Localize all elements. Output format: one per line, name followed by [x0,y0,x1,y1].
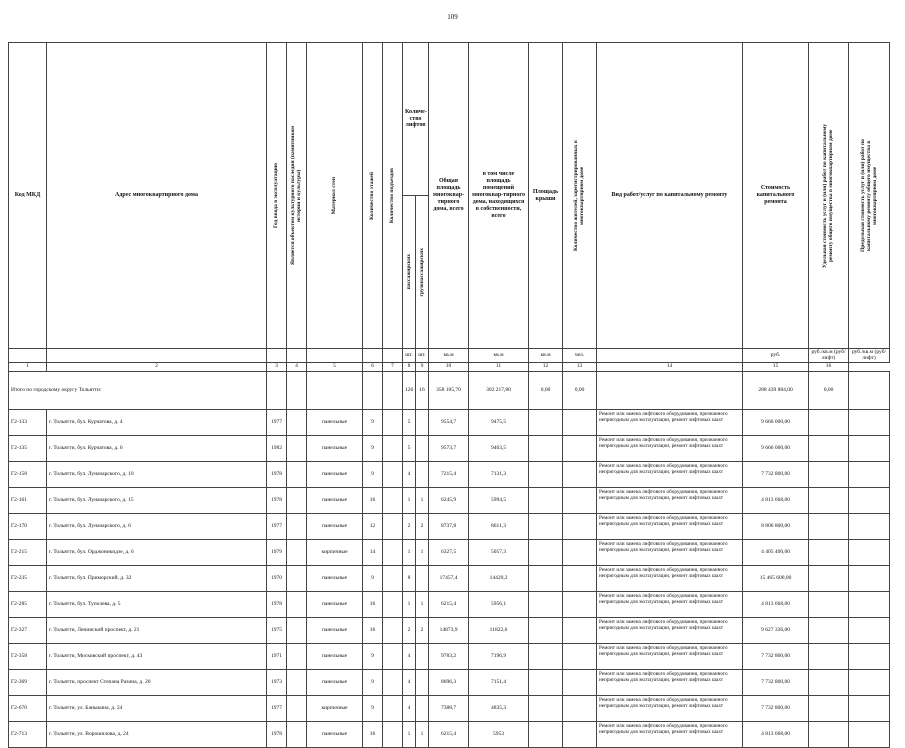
cell-entrances [383,435,403,461]
cell-mkd-code: Г2-161 [9,487,47,513]
cell-roof-area [529,669,563,695]
cell-roof-area [529,435,563,461]
cell-heritage [287,591,307,617]
cell-work-type: Ремонт или замена лифтового оборудования, признанного непригодным для эксплуатации, ремонт лифтовых шахт [597,643,743,669]
cell-heritage [287,721,307,747]
cell-cost: 9 627 336,00 [743,617,809,643]
cell-work-type: Ремонт или замена лифтового оборудования, признанного непригодным для эксплуатации, ремонт лифтовых шахт [597,539,743,565]
cell-heritage [287,539,307,565]
column-number: 1 [9,362,47,371]
column-number: 10 [429,362,469,371]
cell-owned-area: 5953 [469,721,529,747]
cell-wall-material: панельные [307,487,363,513]
cell-roof-area [529,695,563,721]
cell-owned-area: 9463,5 [469,435,529,461]
cell-wall-material: панельные [307,513,363,539]
cell-lifts-passenger: 4 [403,695,416,721]
cell-year: 1975 [267,617,287,643]
cell-cost: 8 806 800,00 [743,513,809,539]
cell-owned-area: 5956,1 [469,591,529,617]
cell-mkd-code: Г2-369 [9,669,47,695]
cell-owned-area: 7151,4 [469,669,529,695]
table-row [9,721,890,747]
column-number: 2 [47,362,267,371]
cell-unit-cost [809,669,849,695]
cell-roof-area [529,409,563,435]
cell-work-type: Ремонт или замена лифтового оборудования, признанного непригодным для эксплуатации, ремонт лифтовых шахт [597,409,743,435]
cell-wall-material: кирпичные [307,695,363,721]
cell-work-type: Ремонт или замена лифтового оборудования, признанного непригодным для эксплуатации, ремонт лифтовых шахт [597,669,743,695]
cell-lifts-passenger: 1 [403,487,416,513]
cell-owned-area: 7196,9 [469,643,529,669]
cell-cost: 4 405 400,00 [743,539,809,565]
cell-mkd-code: Г2-327 [9,617,47,643]
cell-roof-area [529,487,563,513]
cell-cost: 4 813 668,00 [743,591,809,617]
total-roof-area: 0,00 [529,371,563,409]
header-floors: Количество этажей [363,43,383,349]
cell-total-area: 17457,4 [429,565,469,591]
cell-floors: 9 [363,643,383,669]
cell-residents [563,643,597,669]
units-row [9,349,890,363]
unit-max-cost: руб./кв.м (руб/лифт) [849,349,890,363]
cell-wall-material: панельные [307,669,363,695]
cell-max-cost [849,513,890,539]
cell-total-area: 6245,9 [429,487,469,513]
cell-address: г. Тольятти, проспект Степана Разина, д. 20 [47,669,267,695]
table-row [9,669,890,695]
unit-residents: чел. [563,349,597,363]
cell-mkd-code: Г2-235 [9,565,47,591]
header-unit-cost: Удельная стоимость услуг и (или) работ по капитальному ремонту общего имущества в многоквартирном доме [809,43,849,349]
cell-floors: 16 [363,617,383,643]
cell-roof-area [529,643,563,669]
cell-wall-material: кирпичные [307,539,363,565]
cell-year: 1978 [267,487,287,513]
column-number: 14 [597,362,743,371]
cell-roof-area [529,539,563,565]
cell-max-cost [849,409,890,435]
cell-work-type: Ремонт или замена лифтового оборудования, признанного непригодным для эксплуатации, ремонт лифтовых шахт [597,721,743,747]
cell-floors: 12 [363,513,383,539]
cell-year: 1982 [267,435,287,461]
cell-owned-area: 14420,2 [469,565,529,591]
cell-floors: 14 [363,539,383,565]
cell-unit-cost [809,539,849,565]
cell-entrances [383,487,403,513]
table-row [9,435,890,461]
total-cost: 288 439 884,00 [743,371,809,409]
cell-unit-cost [809,565,849,591]
cell-floors: 9 [363,461,383,487]
cell-floors: 9 [363,435,383,461]
cell-year: 1971 [267,643,287,669]
cell-heritage [287,669,307,695]
cell-lifts-cargo [416,695,429,721]
cell-total-area: 6327,5 [429,539,469,565]
cell-wall-material: панельные [307,591,363,617]
cell-roof-area [529,617,563,643]
cell-cost: 7 732 800,00 [743,461,809,487]
header-work-type: Вид работ/услуг по капитальному ремонту [597,43,743,349]
cell-owned-area: 9475,5 [469,409,529,435]
cell-work-type: Ремонт или замена лифтового оборудования, признанного непригодным для эксплуатации, ремонт лифтовых шахт [597,513,743,539]
cell-residents [563,487,597,513]
cell-total-area: 7388,7 [429,695,469,721]
cell-residents [563,617,597,643]
cell-entrances [383,617,403,643]
cell-unit-cost [809,461,849,487]
total-label: Итого по городскому округу Тольятти: [9,371,267,409]
cell-floors: 16 [363,487,383,513]
header-entrances: Количество подъездов [383,43,403,349]
cell-year: 1978 [267,721,287,747]
cell-max-cost [849,487,890,513]
cell-lifts-cargo: 1 [416,591,429,617]
table-row [9,409,890,435]
column-number: 15 [743,362,809,371]
column-number: 5 [307,362,363,371]
header-mkd-code: Код МКД [9,43,47,349]
cell-heritage [287,617,307,643]
cell-entrances [383,669,403,695]
cell-max-cost [849,643,890,669]
cell-residents [563,461,597,487]
cell-mkd-code: Г2-285 [9,591,47,617]
header-lifts: Количе-ство лифтов [403,43,429,196]
cell-heritage [287,487,307,513]
cell-entrances [383,721,403,747]
cell-address: г. Тольятти, ул. Баныкина, д. 24 [47,695,267,721]
header-lifts-cargo: грузопассажирских [416,196,429,349]
cell-cost: 4 813 668,00 [743,721,809,747]
cell-cost: 15 465 600,00 [743,565,809,591]
cell-max-cost [849,669,890,695]
cell-address: г. Тольятти, бул. Луначарского, д. 15 [47,487,267,513]
cell-year: 1970 [267,565,287,591]
cell-owned-area: 8611,3 [469,513,529,539]
cell-owned-area: 4835,3 [469,695,529,721]
header-lifts-passenger: пассажирских [403,196,416,349]
cell-total-area: 9783,2 [429,643,469,669]
column-number: 8 [403,362,416,371]
cell-unit-cost [809,591,849,617]
cell-lifts-cargo [416,435,429,461]
total-row [9,371,890,409]
cell-year: 1977 [267,409,287,435]
cell-cost: 7 732 800,00 [743,695,809,721]
cell-total-area: 6215,4 [429,721,469,747]
cell-entrances [383,695,403,721]
cell-unit-cost [809,435,849,461]
cell-heritage [287,513,307,539]
unit-unit-cost: руб./кв.м (руб/лифт) [809,349,849,363]
cell-residents [563,565,597,591]
cell-total-area: 8737,8 [429,513,469,539]
cell-roof-area [529,721,563,747]
cell-address: г. Тольятти, бул. Луначарского, д. 6 [47,513,267,539]
column-number: 4 [287,362,307,371]
table-row [9,539,890,565]
cell-unit-cost [809,513,849,539]
total-unit-cost: 0,00 [809,371,849,409]
cell-total-area: 7215,4 [429,461,469,487]
cell-work-type: Ремонт или замена лифтового оборудования, признанного непригодным для эксплуатации, ремонт лифтовых шахт [597,461,743,487]
cell-lifts-passenger: 1 [403,721,416,747]
cell-total-area: 9554,7 [429,409,469,435]
header-heritage: Является объектом культурного наследия (памятником истории и культуры) [287,43,307,349]
unit-lifts-passenger: шт. [403,349,416,363]
total-residents: 0,00 [563,371,597,409]
cell-cost: 4 813 668,00 [743,487,809,513]
cell-wall-material: панельные [307,565,363,591]
column-number: 13 [563,362,597,371]
header-owned-area: в том числе площадь помещений многоквар-тирного дома, находящихся в собственности, всего [469,43,529,349]
table-row [9,643,890,669]
cell-max-cost [849,721,890,747]
cell-residents [563,513,597,539]
cell-entrances [383,513,403,539]
cell-owned-area: 5057,3 [469,539,529,565]
cell-entrances [383,539,403,565]
column-number: 11 [469,362,529,371]
cell-residents [563,669,597,695]
cell-residents [563,409,597,435]
cell-year: 1973 [267,669,287,695]
cell-wall-material: панельные [307,617,363,643]
cell-heritage [287,409,307,435]
cell-lifts-passenger: 2 [403,513,416,539]
cell-owned-area: 7131,3 [469,461,529,487]
cell-lifts-passenger: 5 [403,435,416,461]
cell-wall-material: панельные [307,409,363,435]
header-max-cost: Предельная стоимость услуг и (или) работ по капитальному ремонту общего имущества в многоквартирном доме [849,43,890,349]
cell-entrances [383,565,403,591]
total-lifts-passenger: 126 [403,371,416,409]
header-roof-area: Площадь крыши [529,43,563,349]
cell-mkd-code: Г2-670 [9,695,47,721]
cell-unit-cost [809,487,849,513]
cell-max-cost [849,539,890,565]
total-lifts-cargo: 16 [416,371,429,409]
cell-lifts-passenger: 4 [403,669,416,695]
total-area: 358 105,70 [429,371,469,409]
cell-total-area: 8696,3 [429,669,469,695]
cell-lifts-passenger: 1 [403,591,416,617]
cell-lifts-cargo: 2 [416,513,429,539]
cell-work-type: Ремонт или замена лифтового оборудования, признанного непригодным для эксплуатации, ремонт лифтовых шахт [597,565,743,591]
cell-owned-area: 11822,6 [469,617,529,643]
table-row [9,695,890,721]
cell-unit-cost [809,721,849,747]
cell-residents [563,721,597,747]
cell-floors: 16 [363,591,383,617]
cell-lifts-cargo: 2 [416,617,429,643]
cell-max-cost [849,617,890,643]
cell-mkd-code: Г2-170 [9,513,47,539]
cell-address: г. Тольятти, бул. Луначарского, д. 10 [47,461,267,487]
cell-wall-material: панельные [307,435,363,461]
cell-lifts-cargo [416,461,429,487]
cell-total-area: 9573,7 [429,435,469,461]
cell-address: г. Тольятти, бул. Приморский, д. 32 [47,565,267,591]
cell-floors: 9 [363,409,383,435]
header-residents: Количество жителей, зарегистрированных в многоквартирном доме [563,43,597,349]
cell-work-type: Ремонт или замена лифтового оборудования, признанного непригодным для эксплуатации, ремонт лифтовых шахт [597,617,743,643]
column-number: 3 [267,362,287,371]
cell-cost: 7 732 800,00 [743,643,809,669]
cell-floors: 9 [363,565,383,591]
cell-residents [563,539,597,565]
cell-lifts-passenger: 4 [403,643,416,669]
cell-year: 1978 [267,461,287,487]
cell-address: г. Тольятти, Ленинский проспект, д. 21 [47,617,267,643]
cell-lifts-cargo: 1 [416,721,429,747]
cell-heritage [287,461,307,487]
cell-roof-area [529,565,563,591]
capital-repair-table [8,42,890,748]
cell-wall-material: панельные [307,461,363,487]
table-row [9,513,890,539]
cell-residents [563,695,597,721]
table-row [9,461,890,487]
cell-max-cost [849,565,890,591]
column-number: 7 [383,362,403,371]
cell-cost: 7 732 800,00 [743,669,809,695]
column-number: 12 [529,362,563,371]
header-year: Год ввода в эксплуатацию [267,43,287,349]
cell-entrances [383,643,403,669]
table-row [9,591,890,617]
cell-mkd-code: Г2-358 [9,643,47,669]
cell-total-area: 6215,4 [429,591,469,617]
table-row [9,487,890,513]
cell-mkd-code: Г2-713 [9,721,47,747]
unit-lifts-cargo: шт. [416,349,429,363]
cell-heritage [287,643,307,669]
cell-max-cost [849,435,890,461]
cell-mkd-code: Г2-135 [9,435,47,461]
cell-lifts-passenger: 8 [403,565,416,591]
table-row [9,617,890,643]
cell-year: 1977 [267,695,287,721]
cell-address: г. Тольятти, ул. Ворошилова, д. 24 [47,721,267,747]
cell-unit-cost [809,409,849,435]
cell-floors: 9 [363,695,383,721]
cell-lifts-cargo [416,565,429,591]
cell-unit-cost [809,617,849,643]
cell-residents [563,591,597,617]
page-number: 109 [447,13,458,21]
cell-lifts-passenger: 2 [403,617,416,643]
header-total-area: Общая площадь многоквар-тирного дома, всего [429,43,469,349]
cell-year: 1977 [267,513,287,539]
cell-floors: 16 [363,721,383,747]
cell-entrances [383,409,403,435]
cell-mkd-code: Г2-215 [9,539,47,565]
column-number: 6 [363,362,383,371]
cell-max-cost [849,695,890,721]
cell-work-type: Ремонт или замена лифтового оборудования, признанного непригодным для эксплуатации, ремонт лифтовых шахт [597,591,743,617]
cell-address: г. Тольятти, Московский проспект, д. 43 [47,643,267,669]
cell-heritage [287,565,307,591]
cell-entrances [383,591,403,617]
cell-lifts-passenger: 1 [403,539,416,565]
cell-entrances [383,461,403,487]
header-wall-material: Материал стен [307,43,363,349]
cell-year: 1979 [267,539,287,565]
column-numbers-row [9,362,890,371]
cell-total-area: 14873,9 [429,617,469,643]
cell-work-type: Ремонт или замена лифтового оборудования, признанного непригодным для эксплуатации, ремонт лифтовых шахт [597,695,743,721]
cell-lifts-cargo: 1 [416,487,429,513]
column-number: 9 [416,362,429,371]
total-owned-area: 302 217,80 [469,371,529,409]
cell-unit-cost [809,643,849,669]
cell-roof-area [529,461,563,487]
header-cost: Стоимость капитального ремонта [743,43,809,349]
unit-cost: руб. [743,349,809,363]
unit-roof-area: кв.м [529,349,563,363]
cell-owned-area: 5994,5 [469,487,529,513]
cell-heritage [287,695,307,721]
cell-wall-material: панельные [307,643,363,669]
column-number: 16 [809,362,849,371]
cell-lifts-cargo [416,669,429,695]
cell-lifts-passenger: 4 [403,461,416,487]
cell-address: г. Тольятти, бул. Орджоникидзе, д. 6 [47,539,267,565]
cell-year: 1978 [267,591,287,617]
cell-floors: 9 [363,669,383,695]
cell-wall-material: панельные [307,721,363,747]
cell-max-cost [849,461,890,487]
cell-unit-cost [809,695,849,721]
cell-address: г. Тольятти, бул. Курчатова, д. 6 [47,435,267,461]
cell-max-cost [849,591,890,617]
cell-address: г. Тольятти, бул. Курчатова, д. 4 [47,409,267,435]
unit-owned-area: кв.м [469,349,529,363]
cell-work-type: Ремонт или замена лифтового оборудования, признанного непригодным для эксплуатации, ремонт лифтовых шахт [597,487,743,513]
cell-roof-area [529,591,563,617]
cell-residents [563,435,597,461]
cell-mkd-code: Г2-158 [9,461,47,487]
cell-roof-area [529,513,563,539]
cell-lifts-cargo [416,409,429,435]
cell-lifts-cargo [416,643,429,669]
cell-mkd-code: Г2-133 [9,409,47,435]
cell-cost: 9 666 000,00 [743,435,809,461]
cell-address: г. Тольятти, бул. Туполева, д. 5 [47,591,267,617]
cell-heritage [287,435,307,461]
cell-lifts-passenger: 5 [403,409,416,435]
cell-work-type: Ремонт или замена лифтового оборудования, признанного непригодным для эксплуатации, ремонт лифтовых шахт [597,435,743,461]
header-address: Адрес многоквартирного дома [47,43,267,349]
table-row [9,565,890,591]
cell-cost: 9 666 000,00 [743,409,809,435]
unit-total-area: кв.м [429,349,469,363]
cell-lifts-cargo: 1 [416,539,429,565]
